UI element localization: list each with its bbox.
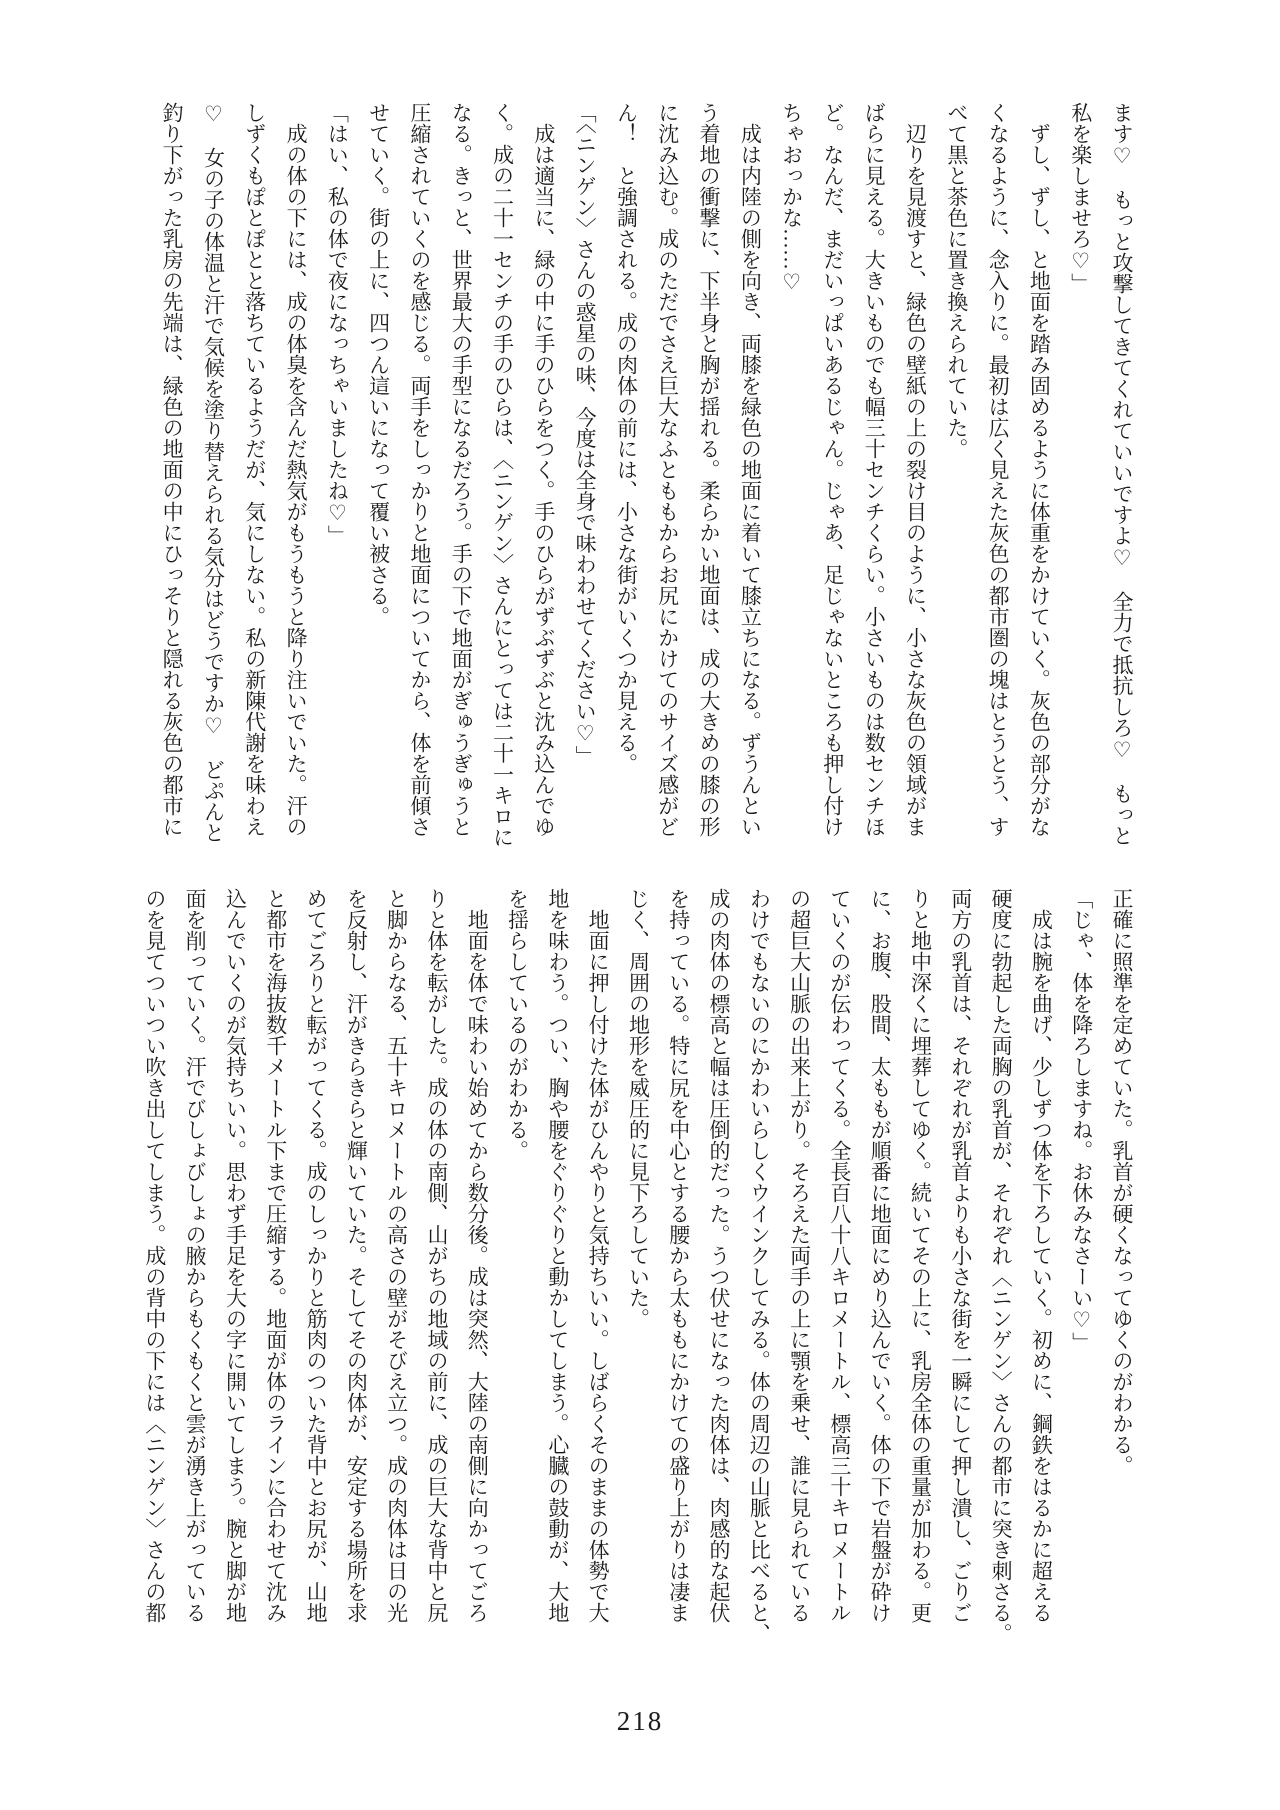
text-line: う着地の衝撃に、下半身と胸が揺れる。柔らかい地面は、成の大きめの膝の形 bbox=[697, 102, 722, 837]
text-line: 硬度に勃起した両胸の乳首が、それぞれ〈ニンゲン〉さんの都市に突き刺さる。 bbox=[989, 888, 1014, 1644]
text-line: 両方の乳首は、それぞれが乳首よりも小さな街を一瞬にして押し潰し、ごりご bbox=[948, 888, 973, 1623]
text-line: べて黒と茶色に置き換えられていた。 bbox=[944, 102, 969, 459]
text-line: しずくもぽとぽとと落ちているようだが、気にしない。私の新陳代謝を味わえ bbox=[242, 102, 267, 837]
text-line: 地を味わう。つい、胸や腰をぐりぐりと動かしてしまう。心臓の鼓動が、大地 bbox=[545, 888, 570, 1623]
text-line: ずし、ずし、と地面を踏み固めるように体重をかけていく。灰色の部分がな bbox=[1027, 102, 1052, 837]
text-line: ばらに見える。大きいものでも幅三十センチくらい。小さいものは数センチほ bbox=[862, 102, 887, 837]
text-line: 成は腕を曲げ、少しずつ体を下ろしていく。初めに、鋼鉄をはるかに超える bbox=[1029, 888, 1054, 1623]
text-block-top bbox=[151, 102, 1142, 848]
text-line: の超巨大山脈の出来上がり。そろえた両手の上に顎を乗せ、誰に見られている bbox=[787, 888, 812, 1623]
text-line: なる。きっと、世界最大の手型になるだろう。手の下で地面がぎゅうぎゅうと bbox=[449, 102, 474, 837]
text-line: 圧縮されていくのを感じる。両手をしっかりと地面についてから、体を前傾さ bbox=[407, 102, 432, 837]
text-line: 成は適当に、緑の中に手のひらをつく。手のひらがずぶずぶと沈み込んでゆ bbox=[531, 102, 556, 837]
text-line: めてごろりと転がってくる。成のしっかりと筋肉のついた背中とお尻が、山地 bbox=[304, 888, 329, 1623]
text-line: せていく。街の上に、四つん這いになって覆い被さる。 bbox=[366, 102, 391, 627]
text-line: ます♡ もっと攻撃してきてくれていいですよ♡ 全力で抵抗しろ♡ もっと bbox=[1110, 102, 1134, 846]
text-line: く。成の二十一センチの手のひらは、〈ニンゲン〉さんにとっては二十一キロに bbox=[490, 102, 515, 848]
text-line: りと体を転がした。成の体の南側、山がちの地域の前に、成の巨大な背中と尻 bbox=[424, 888, 449, 1623]
text-line: 成の体の下には、成の体臭を含んだ熱気がもうもうと降り注いでいた。汗の bbox=[284, 102, 309, 837]
text-line: 「〈ニンゲン〉さんの惑星の味、今度は全身で味わわせてください♡」 bbox=[573, 102, 598, 767]
text-line: 地面を体で味わい始めてから数分後。成は突然、大陸の南側に向かってごろ bbox=[465, 888, 490, 1623]
text-line: ちゃおっかな……♡ bbox=[779, 102, 804, 294]
text-line: ていくのが伝わってくる。全長百八十八キロメートル、標高三十キロメートル bbox=[827, 888, 852, 1623]
text-line: 成は内陸の側を向き、両膝を緑色の地面に着いて膝立ちになる。ずうんとい bbox=[738, 102, 763, 837]
text-line: と脚からなる、五十キロメートルの高さの壁がそびえ立つ。成の肉体は日の光 bbox=[384, 888, 409, 1623]
text-line: ど。なんだ、まだいっぱいあるじゃん。じゃあ、足じゃないところも押し付け bbox=[820, 102, 845, 837]
text-line: 正確に照準を定めていた。乳首が硬くなってゆくのがわかる。 bbox=[1110, 888, 1134, 1476]
text-block-bottom bbox=[135, 888, 1142, 1644]
text-line: 釣り下がった乳房の先端は、緑色の地面の中にひっそりと隠れる灰色の都市に bbox=[160, 102, 185, 837]
text-line: 地面に押し付けた体がひんやりと気持ちいい。しばらくそのままの体勢で大 bbox=[586, 888, 611, 1623]
text-line: 私を楽しませろ♡」 bbox=[1068, 102, 1093, 294]
text-line: ♡ 女の子の体温と汗で気候を塗り替えられる気分はどうですか♡ どぷんと bbox=[201, 102, 226, 843]
text-line: 辺りを見渡すと、緑色の壁紙の上の裂け目のように、小さな灰色の領域がま bbox=[903, 102, 928, 837]
text-line: 成の肉体の標高と幅は圧倒的だった。うつ伏せになった肉体は、肉感的な起伏 bbox=[707, 888, 732, 1623]
page-number: 218 bbox=[616, 1706, 664, 1736]
text-line: 込んでいくのが気持ちいい。思わず手足を大の字に開いてしまう。腕と脚が地 bbox=[223, 888, 248, 1623]
text-line: を揺らしているのがわかる。 bbox=[505, 888, 530, 1161]
text-line: じく、周囲の地形を威圧的に見下ろしていた。 bbox=[626, 888, 651, 1329]
text-line: くなるように、念入りに。最初は広く見えた灰色の都市圏の塊はとうとう、す bbox=[986, 102, 1011, 837]
text-line: を反射し、汗がきらきらと輝いていた。そしてその肉体が、安定する場所を求 bbox=[344, 888, 369, 1623]
text-line: 面を削っていく。汗でびしょびしょの腋からもくもくと雲が湧き上がっている bbox=[183, 888, 208, 1623]
text-line: と都市を海抜数千メートル下まで圧縮する。地面が体のラインに合わせて沈み bbox=[263, 888, 288, 1623]
text-line: のを見てついつい吹き出してしまう。成の背中の下には〈ニンゲン〉さんの都 bbox=[142, 888, 167, 1623]
text-line: に沈み込む。成のただでさえ巨大なふとももからお尻にかけてのサイズ感がど bbox=[655, 102, 680, 837]
text-line: 「はい、私の体で夜になっちゃいましたね♡」 bbox=[325, 102, 350, 546]
text-line: わけでもないのにかわいらしくウインクしてみる。体の周辺の山脈と比べると、 bbox=[747, 888, 772, 1644]
text-line: に、お腹、股間、太ももが順番に地面にめり込んでいく。体の下で岩盤が砕け bbox=[868, 888, 893, 1623]
text-line: 「じゃ、体を降ろしますね。お休みなさーい♡」 bbox=[1069, 888, 1094, 1353]
text-line: ん！ と強調される。成の肉体の前には、小さな街がいくつか見える。 bbox=[614, 102, 639, 774]
text-line: りと地中深くに埋葬してゆく。続いてその上に、乳房全体の重量が加わる。更 bbox=[908, 888, 933, 1623]
text-line: を持っている。特に尻を中心とする腰から太ももにかけての盛り上がりは凄ま bbox=[666, 888, 691, 1623]
